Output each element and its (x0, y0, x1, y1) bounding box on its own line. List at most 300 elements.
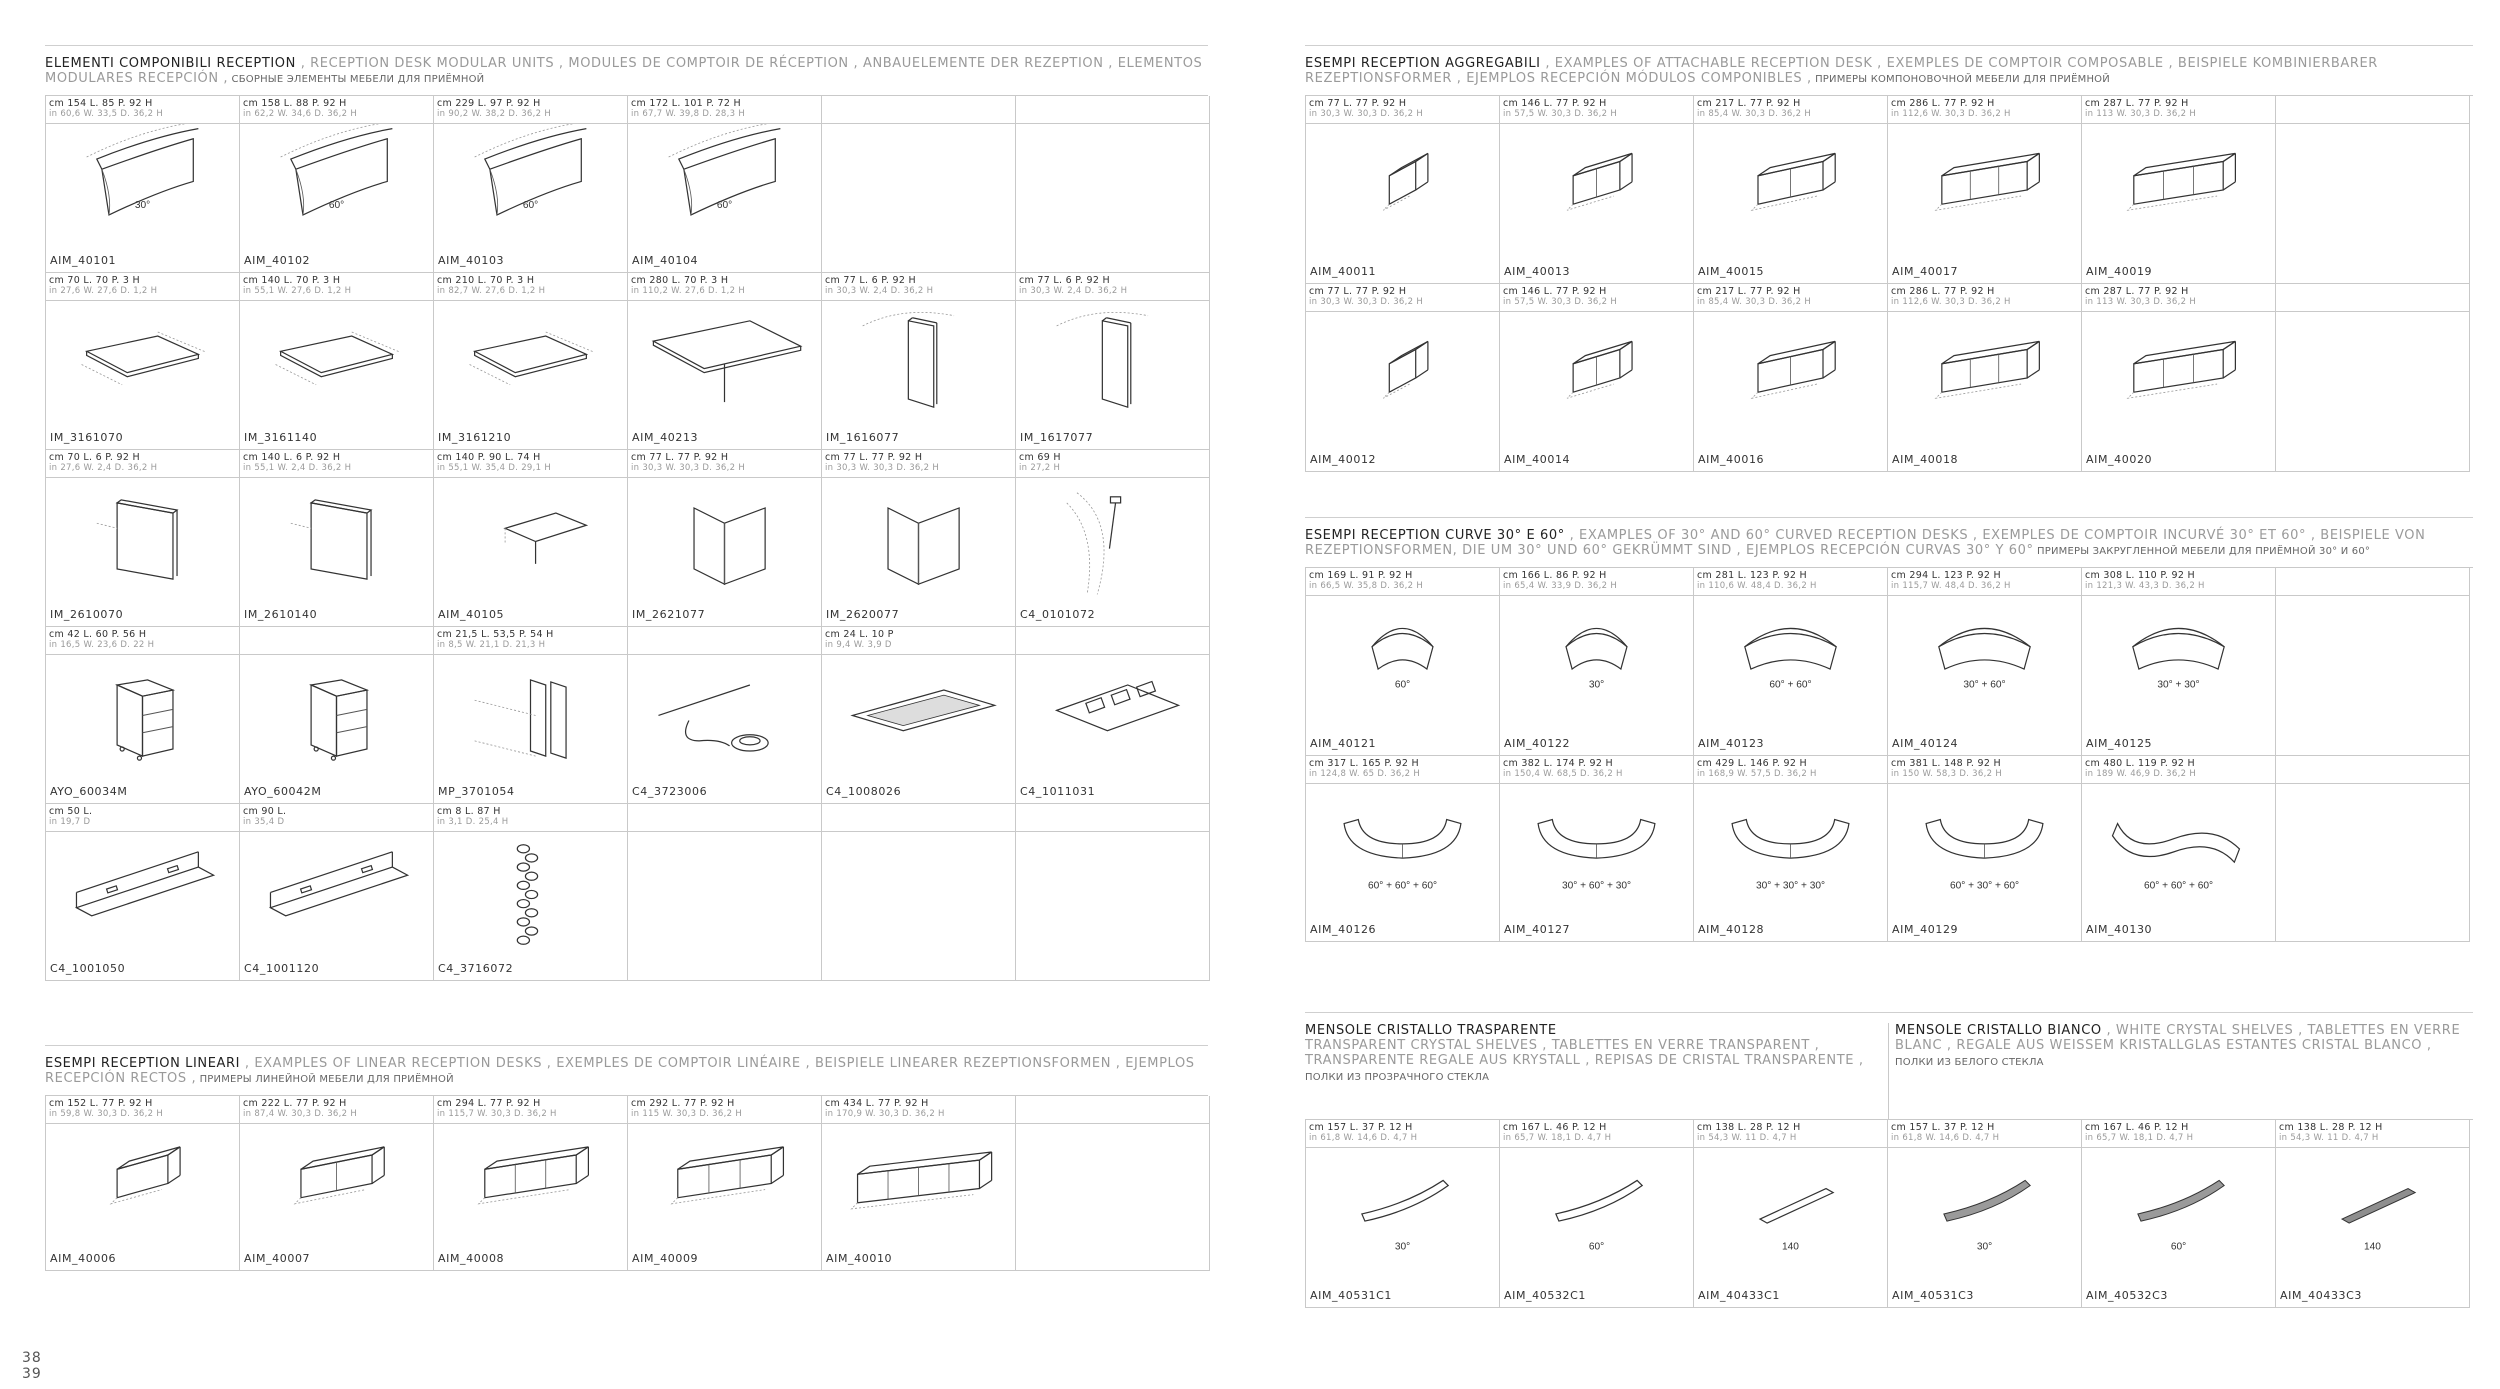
product-code: C4_1011031 (1020, 785, 1096, 798)
section-title: MENSOLE CRISTALLO TRASPARENTE (1305, 1023, 1557, 1038)
product-cell (1016, 450, 1210, 627)
product-code: AIM_40124 (1892, 737, 1959, 750)
shelf-clear-icon (1500, 1148, 1693, 1285)
dimensions-cm: cm 281 L. 123 P. 92 H (1697, 570, 1807, 581)
dimensions (822, 450, 1015, 478)
dimensions-cm: cm 167 L. 46 P. 12 H (2085, 1122, 2189, 1133)
section-title: ESEMPI RECEPTION AGGREGABILI (1305, 56, 1541, 71)
linear-desk-4-icon (822, 1124, 1015, 1248)
dimensions (240, 1096, 433, 1124)
section-subtitle-ru: ПОЛКИ ИЗ БЕЛОГО СТЕКЛА (1895, 1057, 2044, 1068)
product-cell (628, 627, 822, 804)
dimensions (2082, 284, 2275, 312)
dimensions (434, 96, 627, 124)
section-heading (1305, 56, 2473, 87)
product-cell (1016, 627, 1210, 804)
product-cell (1694, 284, 1888, 472)
product-cell (1500, 96, 1694, 284)
product-cell (434, 273, 628, 450)
product-cell (1500, 756, 1694, 942)
product-code: AIM_40433C1 (1698, 1289, 1781, 1302)
dimensions (2082, 1120, 2275, 1148)
dimensions-cm: cm 152 L. 77 P. 92 H (49, 1098, 153, 1109)
dimensions-cm: cm 50 L. (49, 806, 93, 817)
product-code: AYO_60034M (50, 785, 128, 798)
product-code: AIM_40129 (1892, 923, 1959, 936)
product-cell (1306, 1120, 1500, 1308)
product-cell (240, 627, 434, 804)
dimensions (1888, 284, 2081, 312)
product-code: IM_2621077 (632, 608, 706, 621)
angle-label: 30° + 30° + 30° (1755, 880, 1826, 892)
dimensions (1016, 96, 1209, 124)
corner-panel-icon (822, 478, 1015, 604)
dimensions-cm: cm 210 L. 70 P. 3 H (437, 275, 535, 286)
product-code: AIM_40122 (1504, 737, 1571, 750)
product-code: AIM_40531C1 (1310, 1289, 1393, 1302)
cable-channel-icon (46, 832, 239, 958)
dimensions-in: in 59,8 W. 30,3 D. 36,2 H (49, 1109, 164, 1119)
dimensions-cm: cm 222 L. 77 P. 92 H (243, 1098, 347, 1109)
dimensions (1306, 568, 1499, 596)
dimensions-cm: cm 294 L. 123 P. 92 H (1891, 570, 2001, 581)
power-socket-icon (1016, 655, 1209, 781)
dimensions (434, 1096, 627, 1124)
angle-label: 140 (1782, 1241, 1799, 1253)
product-cell (1500, 568, 1694, 756)
section-lineari (45, 1045, 1208, 1271)
dimensions (240, 804, 433, 832)
dimensions (46, 450, 239, 478)
section-subtitle: , EXAMPLES OF LINEAR RECEPTION DESKS , EXEMPLES DE COMPTOIR LINÉAIRE , BEISPIELE LINEARER REZEPTIONSFORMEN , EJEMPLOS RECEPCIÓN RECTOS , (45, 1056, 1195, 1086)
dimensions (1694, 96, 1887, 124)
dimensions-cm: cm 382 L. 174 P. 92 H (1503, 758, 1613, 769)
dimensions-in: in 110,6 W. 48,4 D. 36,2 H (1697, 581, 1817, 591)
dimensions (1888, 96, 2081, 124)
dimensions-cm: cm 146 L. 77 P. 92 H (1503, 286, 1607, 297)
angle-label: 30° + 60° (1963, 679, 2006, 691)
product-cell (2276, 756, 2470, 942)
attach-desk-4-icon (1888, 124, 2081, 261)
aggregabili-grid (1305, 95, 2473, 472)
dimensions (434, 273, 627, 301)
dimensions-cm: cm 77 L. 77 P. 92 H (631, 452, 729, 463)
product-cell (1306, 756, 1500, 942)
product-cell (1694, 96, 1888, 284)
dimensions-in: in 27,2 H (1019, 463, 1061, 473)
front-panel-icon (46, 478, 239, 604)
dimensions-cm: cm 286 L. 77 P. 92 H (1891, 98, 1995, 109)
product-cell (1306, 568, 1500, 756)
dimensions (1016, 450, 1209, 478)
dimensions-in: in 82,7 W. 27,6 D. 1,2 H (437, 286, 546, 296)
dimensions-cm: cm 229 L. 97 P. 92 H (437, 98, 541, 109)
dimensions-in: in 121,3 W. 43,3 D. 36,2 H (2085, 581, 2205, 591)
curve-u-icon (1500, 784, 1693, 919)
dimensions-cm: cm 166 L. 86 P. 92 H (1503, 570, 1607, 581)
dimensions-in: in 85,4 W. 30,3 D. 36,2 H (1697, 109, 1812, 119)
product-cell (240, 450, 434, 627)
dimensions-cm: cm 70 L. 6 P. 92 H (49, 452, 140, 463)
product-code: AIM_40013 (1504, 265, 1571, 278)
side-panel-icon (822, 301, 1015, 427)
dimensions-in: in 8,5 W. 21,1 D. 21,3 H (437, 640, 546, 650)
section-aggregabili (1305, 45, 2473, 472)
cable-lamp-icon (628, 655, 821, 781)
section-title: ESEMPI RECEPTION LINEARI (45, 1056, 241, 1071)
dimensions-in: in 54,3 W. 11 D. 4,7 H (2279, 1133, 2379, 1143)
product-cell (240, 1096, 434, 1271)
product-code: AIM_40020 (2086, 453, 2153, 466)
dimensions (46, 804, 239, 832)
dimensions-cm: cm 292 L. 77 P. 92 H (631, 1098, 735, 1109)
section-subtitle: , WHITE CRYSTAL SHELVES , TABLETTES EN VERRE BLANC , REGALE AUS WEISSEM KRISTALLGLAS ESTANTES CRISTAL BLANCO , (1895, 1023, 2461, 1053)
dimensions (1306, 96, 1499, 124)
dimensions (1500, 568, 1693, 596)
dimensions-cm: cm 287 L. 77 P. 92 H (2085, 286, 2189, 297)
product-cell (1500, 284, 1694, 472)
attach-desk-1-icon (1306, 124, 1499, 261)
product-cell (822, 627, 1016, 804)
product-cell (628, 804, 822, 981)
product-cell (2082, 284, 2276, 472)
attach-desk-5-icon (2082, 312, 2275, 449)
attach-desk-2-icon (1500, 312, 1693, 449)
dimensions (1500, 284, 1693, 312)
dimensions-cm: cm 167 L. 46 P. 12 H (1503, 1122, 1607, 1133)
dimensions-in: in 30,3 W. 30,3 D. 36,2 H (825, 463, 940, 473)
product-cell (1888, 756, 2082, 942)
product-code: AIM_40126 (1310, 923, 1377, 936)
product-code: AIM_40104 (632, 254, 699, 267)
product-cell (1306, 96, 1500, 284)
dimensions-in: in 110,2 W. 27,6 D. 1,2 H (631, 286, 746, 296)
product-code: AIM_40015 (1698, 265, 1765, 278)
product-cell (434, 96, 628, 273)
dimensions-in: in 150,4 W. 68,5 D. 36,2 H (1503, 769, 1623, 779)
section-heading (1305, 528, 2473, 559)
angle-label: 60° + 60° + 60° (1367, 880, 1438, 892)
product-cell (2276, 284, 2470, 472)
dimensions-cm: cm 287 L. 77 P. 92 H (2085, 98, 2189, 109)
section-title: MENSOLE CRISTALLO BIANCO (1895, 1023, 2102, 1038)
dimensions-in: in 113 W. 30,3 D. 36,2 H (2085, 297, 2197, 307)
section-subtitle-ru: ПОЛКИ ИЗ ПРОЗРАЧНОГО СТЕКЛА (1305, 1072, 1490, 1083)
dimensions-in: in 168,9 W. 57,5 D. 36,2 H (1697, 769, 1817, 779)
dimensions-in: in 65,7 W. 18,1 D. 4,7 H (2085, 1133, 2194, 1143)
dimensions-cm: cm 294 L. 77 P. 92 H (437, 1098, 541, 1109)
dimensions-in: in 115,7 W. 30,3 D. 36,2 H (437, 1109, 557, 1119)
support-leg-icon (1016, 478, 1209, 604)
product-cell (46, 627, 240, 804)
angle-label: 30° + 60° + 30° (1561, 880, 1632, 892)
dimensions (2082, 96, 2275, 124)
section-heading-white (1888, 1023, 2472, 1119)
dimensions (1888, 568, 2081, 596)
dimensions (2082, 568, 2275, 596)
product-cell (434, 1096, 628, 1271)
flat-top-icon (434, 301, 627, 427)
product-code: AIM_40532C3 (2086, 1289, 2169, 1302)
section-mensole (1305, 1012, 2473, 1308)
product-cell (2276, 1120, 2470, 1308)
drawer-pedestal-small-icon (240, 655, 433, 781)
product-code: AIM_40128 (1698, 923, 1765, 936)
product-code: AIM_40012 (1310, 453, 1377, 466)
product-code: AIM_40006 (50, 1252, 117, 1265)
dimensions-in: in 67,7 W. 39,8 D. 28,3 H (631, 109, 746, 119)
dimensions-in: in 27,6 W. 27,6 D. 1,2 H (49, 286, 158, 296)
cable-tray-icon (822, 655, 1015, 781)
dimensions-cm: cm 138 L. 28 P. 12 H (1697, 1122, 1801, 1133)
dimensions (240, 96, 433, 124)
curve-u-icon (1306, 784, 1499, 919)
product-code: AIM_40018 (1892, 453, 1959, 466)
angle-label: 60° (1588, 1241, 1605, 1253)
dimensions-cm: cm 8 L. 87 H (437, 806, 501, 817)
product-code: AIM_40010 (826, 1252, 893, 1265)
dimensions (1016, 804, 1209, 832)
dimensions-in: in 112,6 W. 30,3 D. 36,2 H (1891, 297, 2011, 307)
dimensions-cm: cm 158 L. 88 P. 92 H (243, 98, 347, 109)
product-cell (628, 273, 822, 450)
front-panel-icon (240, 478, 433, 604)
section-subtitle-ru: ПРИМЕРЫ ЛИНЕЙНОЙ МЕБЕЛИ ДЛЯ ПРИЁМНОЙ (196, 1074, 454, 1085)
dimensions-in: in 61,8 W. 14,6 D. 4,7 H (1891, 1133, 2000, 1143)
section-subtitle: , EXAMPLES OF 30° AND 60° CURVED RECEPTION DESKS , EXEMPLES DE COMPTOIR INCURVÉ 30° ET 60° , BEISPIELE VON REZEPTIONSFORMEN, DIE UM 30° UND 60° GEKRÜMMT SIND , EJEMPLOS RECEPCIÓN CURVAS 30° Y 60° (1305, 528, 2426, 558)
product-cell (46, 450, 240, 627)
dimensions (628, 450, 821, 478)
dimensions (46, 627, 239, 655)
product-code: AIM_40130 (2086, 923, 2153, 936)
product-cell (822, 273, 1016, 450)
product-cell (628, 96, 822, 273)
flat-top-leg-icon (628, 301, 821, 427)
product-code: AIM_40011 (1310, 265, 1377, 278)
section-subtitle: , EXAMPLES OF ATTACHABLE RECEPTION DESK , EXEMPLES DE COMPTOIR COMPOSABLE , BEISPIELE KOMBINIERBARER REZEPTIONSFORMER , EJEMPLOS RECEPCIÓN MÓDULOS COMPONIBLES , (1305, 56, 2378, 86)
dimensions-in: in 30,3 W. 30,3 D. 36,2 H (631, 463, 746, 473)
side-panel-icon (1016, 301, 1209, 427)
dimensions-in: in 57,5 W. 30,3 D. 36,2 H (1503, 297, 1618, 307)
product-code: AIM_40125 (2086, 737, 2153, 750)
product-cell (1016, 96, 1210, 273)
product-code: AIM_40019 (2086, 265, 2153, 278)
angle-label: 30° + 30° (2157, 679, 2200, 691)
dimensions-cm: cm 169 L. 91 P. 92 H (1309, 570, 1413, 581)
section-curve (1305, 517, 2473, 942)
dimensions-in: in 54,3 W. 11 D. 4,7 H (1697, 1133, 1797, 1143)
dimensions-cm: cm 381 L. 148 P. 92 H (1891, 758, 2001, 769)
dimensions-in: in 30,3 W. 30,3 D. 36,2 H (1309, 109, 1424, 119)
dimensions-in: in 30,3 W. 2,4 D. 36,2 H (1019, 286, 1128, 296)
section-title: ELEMENTI COMPONIBILI RECEPTION (45, 56, 296, 71)
dimensions-cm: cm 70 L. 70 P. 3 H (49, 275, 140, 286)
product-code: IM_2610070 (50, 608, 124, 621)
product-code: IM_1617077 (1020, 431, 1094, 444)
dimensions (434, 804, 627, 832)
dimensions-cm: cm 308 L. 110 P. 92 H (2085, 570, 2195, 581)
dimensions (434, 627, 627, 655)
section-subtitle-ru: ПРИМЕРЫ КОМПОНОВОЧНОЙ МЕБЕЛИ ДЛЯ ПРИЁМНОЙ (1811, 74, 2110, 85)
dimensions (2082, 756, 2275, 784)
dimensions (1694, 1120, 1887, 1148)
shelf-white-icon (2082, 1148, 2275, 1285)
dimensions-cm: cm 24 L. 10 P (825, 629, 894, 640)
dimensions (2276, 1120, 2469, 1148)
product-code: AYO_60042M (244, 785, 322, 798)
dimensions-in: in 35,4 D (243, 817, 285, 827)
attach-desk-2-icon (1500, 124, 1693, 261)
angle-label: 30° (134, 199, 151, 211)
product-code: AIM_40102 (244, 254, 311, 267)
product-code: C4_1001120 (244, 962, 320, 975)
dimensions (1694, 756, 1887, 784)
dimensions (46, 1096, 239, 1124)
dimensions-cm: cm 90 L. (243, 806, 287, 817)
dimensions-cm: cm 154 L. 85 P. 92 H (49, 98, 153, 109)
dimensions (240, 450, 433, 478)
curve-example-icon (1694, 596, 1887, 733)
curve-example-icon (1306, 596, 1499, 733)
dimensions-cm: cm 140 L. 70 P. 3 H (243, 275, 341, 286)
dimensions (46, 273, 239, 301)
dimensions-in: in 30,3 W. 30,3 D. 36,2 H (1309, 297, 1424, 307)
product-cell (434, 450, 628, 627)
dimensions (822, 96, 1015, 124)
angle-label: 60° (2170, 1241, 2187, 1253)
angle-label: 30° (1588, 679, 1605, 691)
curve-example-icon (2082, 596, 2275, 733)
dimensions-in: in 19,7 D (49, 817, 91, 827)
drawer-pedestal-icon (46, 655, 239, 781)
product-cell (1694, 568, 1888, 756)
product-code: AIM_40008 (438, 1252, 505, 1265)
dimensions-cm: cm 146 L. 77 P. 92 H (1503, 98, 1607, 109)
dimensions-in: in 9,4 W. 3,9 D (825, 640, 892, 650)
dimensions-in: in 115 W. 30,3 D. 36,2 H (631, 1109, 743, 1119)
product-cell (46, 804, 240, 981)
product-cell (2276, 96, 2470, 284)
product-cell (1888, 284, 2082, 472)
flat-top-icon (240, 301, 433, 427)
product-code: AIM_40014 (1504, 453, 1571, 466)
cpu-holder-icon (434, 655, 627, 781)
curve-desk-60-large-icon (434, 124, 627, 250)
product-code: IM_3161210 (438, 431, 512, 444)
dimensions-in: in 62,2 W. 34,6 D. 36,2 H (243, 109, 358, 119)
dimensions (1694, 568, 1887, 596)
dimensions (2276, 756, 2469, 784)
dimensions (1888, 1120, 2081, 1148)
attach-desk-1-icon (1306, 312, 1499, 449)
product-cell (1016, 804, 1210, 981)
dimensions (2276, 284, 2469, 312)
dimensions-cm: cm 77 L. 6 P. 92 H (1019, 275, 1110, 286)
dimensions-in: in 124,8 W. 65 D. 36,2 H (1309, 769, 1421, 779)
product-cell (2276, 568, 2470, 756)
product-cell (240, 273, 434, 450)
dimensions-in: in 65,4 W. 33,9 D. 36,2 H (1503, 581, 1618, 591)
attach-desk-4-icon (1888, 312, 2081, 449)
product-cell (822, 450, 1016, 627)
dimensions-cm: cm 172 L. 101 P. 72 H (631, 98, 741, 109)
dimensions-in: in 170,9 W. 30,3 D. 36,2 H (825, 1109, 945, 1119)
product-code: AIM_40433C3 (2280, 1289, 2363, 1302)
dimensions-in: in 113 W. 30,3 D. 36,2 H (2085, 109, 2197, 119)
product-code: AIM_40105 (438, 608, 505, 621)
product-cell (434, 627, 628, 804)
page-number-right: 39 (22, 1366, 42, 1382)
angle-label: 30° (1976, 1241, 1993, 1253)
product-code: C4_1001050 (50, 962, 126, 975)
section-subtitle: , RECEPTION DESK MODULAR UNITS , MODULES DE COMPTOIR DE RÉCEPTION , ANBAUELEMENTE DER REZEPTION , ELEMENTOS MODULARES RECEPCIÓN , (45, 56, 1203, 86)
section-heading (45, 56, 1208, 87)
section-subtitle-ru: ПРИМЕРЫ ЗАКРУГЛЕННОЙ МЕБЕЛИ ДЛЯ ПРИЁМНОЙ 30° И 60° (2033, 546, 2371, 557)
dimensions-cm: cm 217 L. 77 P. 92 H (1697, 286, 1801, 297)
product-cell (2082, 1120, 2276, 1308)
componibili-grid (45, 95, 1208, 981)
lineari-grid (45, 1095, 1208, 1271)
dimensions (1500, 756, 1693, 784)
dimensions-in: in 90,2 W. 38,2 D. 36,2 H (437, 109, 552, 119)
product-code: IM_1616077 (826, 431, 900, 444)
product-cell (2082, 756, 2276, 942)
shelf-clear-icon (1306, 1148, 1499, 1285)
dimensions-cm: cm 77 L. 77 P. 92 H (1309, 98, 1407, 109)
dimensions (1016, 627, 1209, 655)
flat-top-icon (46, 301, 239, 427)
curve-s-icon (2082, 784, 2275, 919)
dimensions-in: in 61,8 W. 14,6 D. 4,7 H (1309, 1133, 1418, 1143)
dimensions (1306, 284, 1499, 312)
dimensions-cm: cm 157 L. 37 P. 12 H (1891, 1122, 1995, 1133)
dimensions-cm: cm 140 L. 6 P. 92 H (243, 452, 341, 463)
page-number-left: 38 (22, 1350, 42, 1366)
linear-desk-1-icon (46, 1124, 239, 1248)
dimensions-cm: cm 217 L. 77 P. 92 H (1697, 98, 1801, 109)
product-cell (822, 1096, 1016, 1271)
dimensions (822, 1096, 1015, 1124)
product-cell (628, 450, 822, 627)
curve-example-icon (1888, 596, 2081, 733)
dimensions-in: in 16,5 W. 23,6 D. 22 H (49, 640, 155, 650)
dimensions (822, 627, 1015, 655)
angle-label: 60° (716, 199, 733, 211)
dimensions-in: in 115,7 W. 48,4 D. 36,2 H (1891, 581, 2011, 591)
dimensions-cm: cm 157 L. 37 P. 12 H (1309, 1122, 1413, 1133)
product-code: AIM_40213 (632, 431, 699, 444)
dimensions (1694, 284, 1887, 312)
dimensions (240, 273, 433, 301)
product-cell (628, 1096, 822, 1271)
curve-desk-low-icon (628, 124, 821, 250)
product-cell (822, 804, 1016, 981)
curve-u-icon (1694, 784, 1887, 919)
dimensions-cm: cm 69 H (1019, 452, 1061, 463)
dimensions-in: in 150 W. 58,3 D. 36,2 H (1891, 769, 2003, 779)
dimensions-cm: cm 480 L. 119 P. 92 H (2085, 758, 2195, 769)
dimensions (1500, 1120, 1693, 1148)
product-code: AIM_40103 (438, 254, 505, 267)
dimensions-in: in 55,1 W. 2,4 D. 36,2 H (243, 463, 352, 473)
product-cell (434, 804, 628, 981)
linear-desk-3b-icon (628, 1124, 821, 1248)
dimensions (628, 627, 821, 655)
product-code: IM_2610140 (244, 608, 318, 621)
angle-label: 60° (522, 199, 539, 211)
angle-label: 60° (328, 199, 345, 211)
dimensions-cm: cm 42 L. 60 P. 56 H (49, 629, 147, 640)
